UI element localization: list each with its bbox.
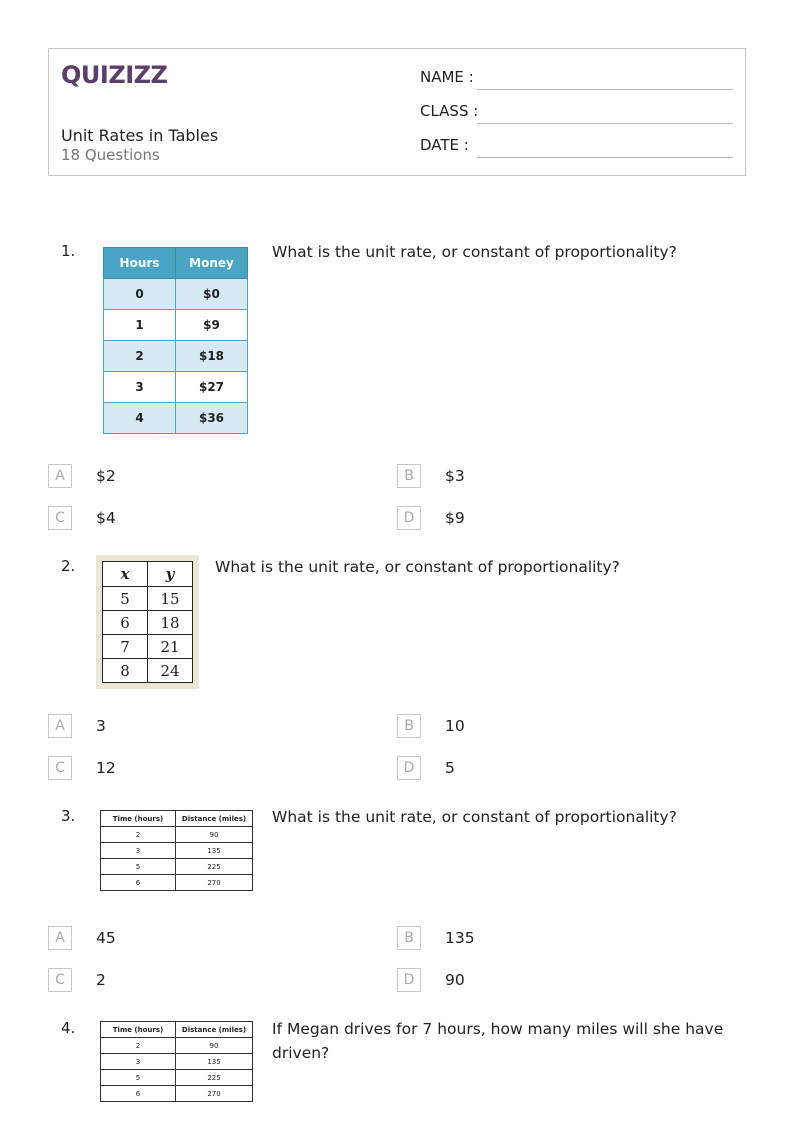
table-cell: 90 [176,1038,253,1054]
option-b-text[interactable]: $3 [445,467,465,485]
option-c-text[interactable]: $4 [96,509,116,527]
table-cell: $36 [176,403,248,434]
table-cell: 6 [103,611,148,635]
table-header: Time (hours) [101,811,176,827]
option-c-box[interactable]: C [48,506,72,530]
table-cell: 90 [176,827,253,843]
table-cell: 0 [104,279,176,310]
table-header: Distance (miles) [176,1022,253,1038]
option-c-text[interactable]: 2 [96,971,106,989]
option-b-box[interactable]: B [397,714,421,738]
date-line[interactable] [477,157,733,158]
table-header: x [103,562,148,587]
date-label: DATE : [420,136,469,154]
table-cell: 7 [103,635,148,659]
table-cell: 5 [101,859,176,875]
option-b-text[interactable]: 10 [445,717,465,735]
table-cell: 225 [176,1070,253,1086]
table-cell: $18 [176,341,248,372]
table-cell: 2 [101,827,176,843]
option-d-box[interactable]: D [397,506,421,530]
worksheet-header [48,48,746,176]
quizizz-logo: QUIZIZZ [61,61,168,89]
table-cell: 135 [176,1054,253,1070]
table-cell: 2 [104,341,176,372]
table-cell: 4 [104,403,176,434]
option-d-box[interactable]: D [397,756,421,780]
question-text: What is the unit rate, or constant of proportionality? [272,808,677,826]
question-text: If Megan drives for 7 hours, how many miles will she have driven? [272,1020,724,1062]
option-a-text[interactable]: $2 [96,467,116,485]
table-cell: 5 [101,1070,176,1086]
table-cell: 21 [148,635,193,659]
table-cell: 6 [101,875,176,891]
table-cell: 1 [104,310,176,341]
table-cell: 3 [101,1054,176,1070]
question-2-table-image [96,555,199,689]
question-4-table [100,1021,253,1102]
option-a-box[interactable]: A [48,464,72,488]
question-1-table [103,247,248,434]
table-cell: 135 [176,843,253,859]
option-a-text[interactable]: 45 [96,929,116,947]
question-text: What is the unit rate, or constant of proportionality? [215,558,620,576]
table-cell: $9 [176,310,248,341]
option-b-box[interactable]: B [397,926,421,950]
question-number: 3. [61,807,76,825]
table-cell: $27 [176,372,248,403]
table-cell: 6 [101,1086,176,1102]
name-label: NAME : [420,68,474,86]
question-2-table [102,561,193,683]
table-cell: 5 [103,587,148,611]
option-d-box[interactable]: D [397,968,421,992]
class-label: CLASS : [420,102,479,120]
worksheet-title: Unit Rates in Tables [61,126,219,145]
table-header: Time (hours) [101,1022,176,1038]
question-number: 4. [61,1019,76,1037]
option-c-box[interactable]: C [48,756,72,780]
table-header: Hours [104,248,176,279]
table-cell: 3 [104,372,176,403]
option-d-text[interactable]: $9 [445,509,465,527]
name-line[interactable] [477,89,733,90]
option-b-text[interactable]: 135 [445,929,475,947]
option-c-text[interactable]: 12 [96,759,116,777]
class-line[interactable] [477,123,733,124]
table-header: y [148,562,193,587]
table-cell: 3 [101,843,176,859]
question-count: 18 Questions [61,146,160,164]
option-a-box[interactable]: A [48,926,72,950]
table-cell: 270 [176,1086,253,1102]
question-text: What is the unit rate, or constant of proportionality? [272,243,677,261]
table-cell: $0 [176,279,248,310]
question-number: 1. [61,242,76,260]
table-cell: 18 [148,611,193,635]
table-cell: 225 [176,859,253,875]
option-c-box[interactable]: C [48,968,72,992]
option-a-text[interactable]: 3 [96,717,106,735]
table-cell: 8 [103,659,148,683]
question-number: 2. [61,557,76,575]
table-header: Money [176,248,248,279]
table-header: Distance (miles) [176,811,253,827]
option-d-text[interactable]: 5 [445,759,455,777]
option-b-box[interactable]: B [397,464,421,488]
table-cell: 15 [148,587,193,611]
option-a-box[interactable]: A [48,714,72,738]
question-3-table [100,810,253,891]
option-d-text[interactable]: 90 [445,971,465,989]
table-cell: 270 [176,875,253,891]
table-cell: 2 [101,1038,176,1054]
table-cell: 24 [148,659,193,683]
